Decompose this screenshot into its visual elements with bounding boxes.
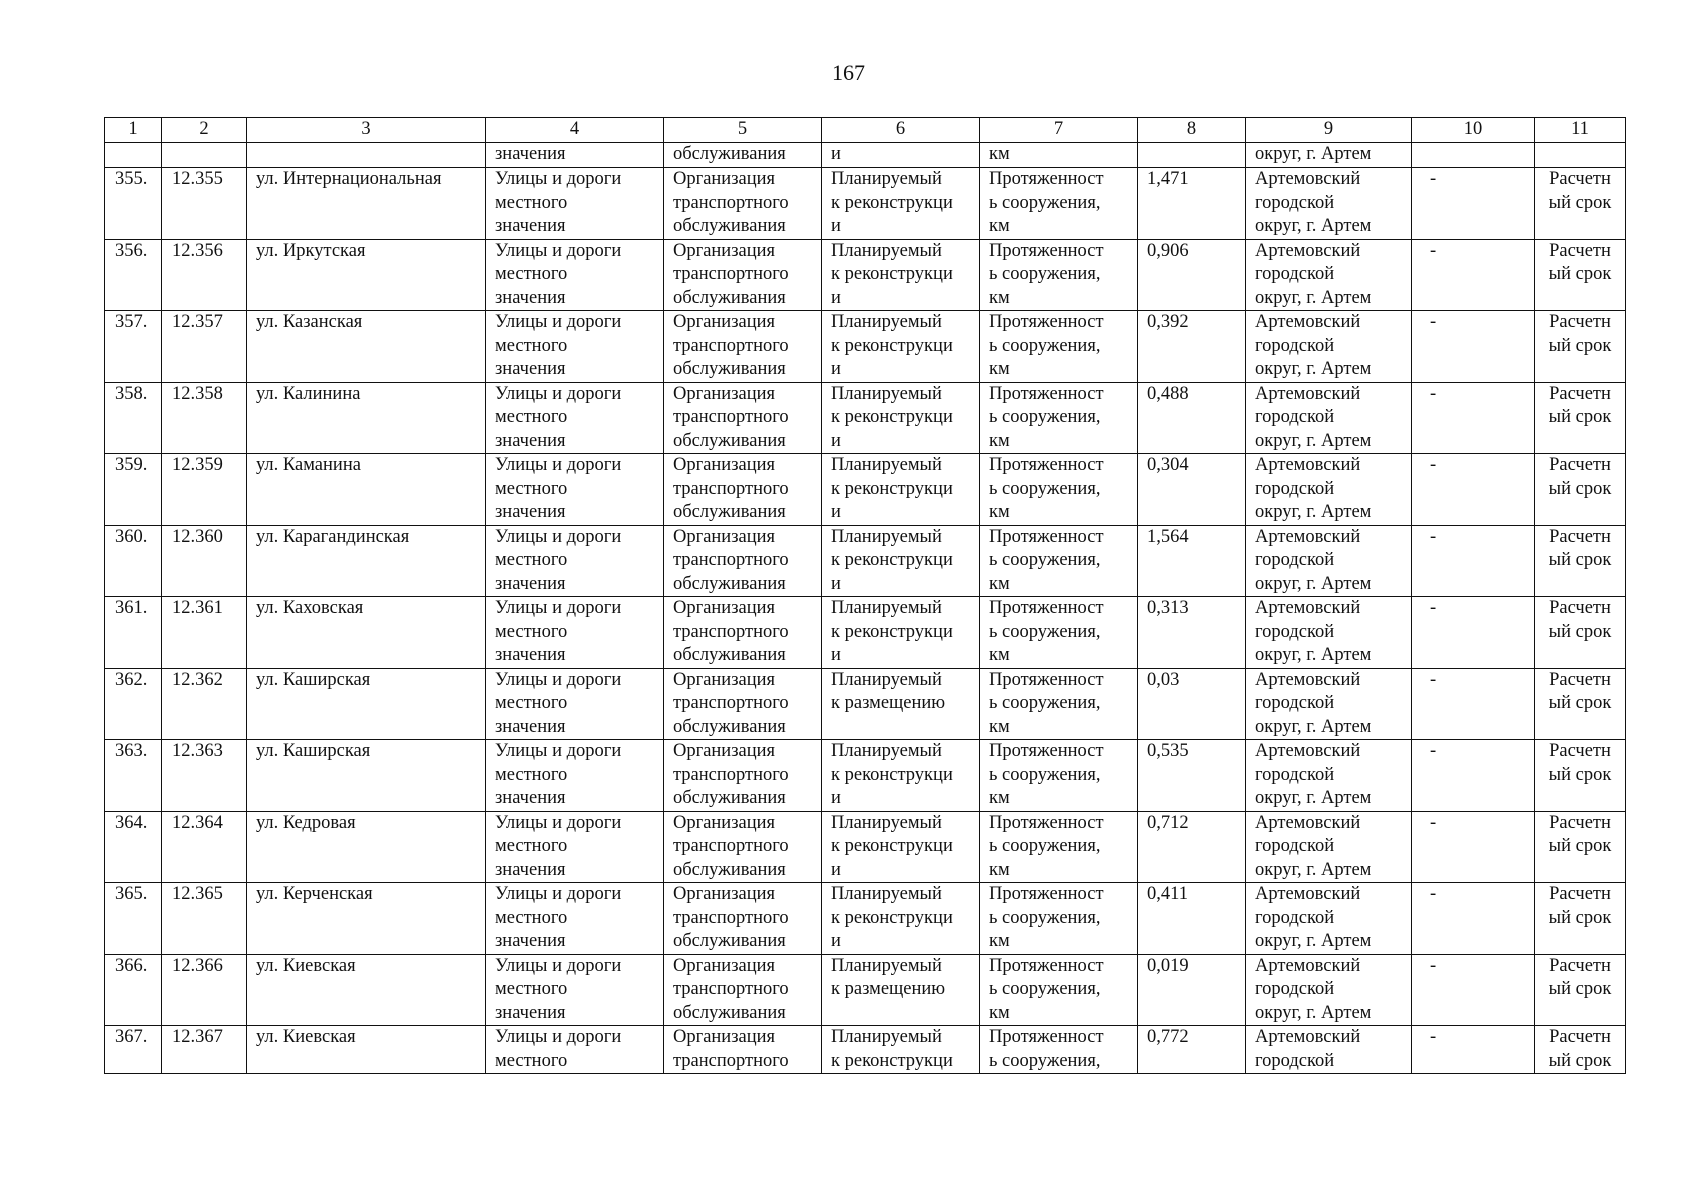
row-number-cell: 363. [105, 740, 162, 812]
row-number-cell: 366. [105, 954, 162, 1026]
purpose-cell: Организация транспортного обслуживания [664, 454, 822, 526]
code-cell: 12.359 [162, 454, 247, 526]
characteristic-cell: Протяженност ь сооружения, км [980, 811, 1138, 883]
term-cell: Расчетн ый срок [1535, 954, 1626, 1026]
location-cell: Артемовский городской округ, г. Артем [1246, 311, 1412, 383]
status-cell: Планируемый к размещению [822, 668, 980, 740]
table-row [105, 597, 1626, 669]
characteristic-cell: Протяженност ь сооружения, км [980, 883, 1138, 955]
zone-cell: - [1412, 525, 1535, 597]
zone-cell: - [1412, 1026, 1535, 1074]
street-name-cell: ул. Каманина [247, 454, 486, 526]
street-name-cell: ул. Каховская [247, 597, 486, 669]
location-cell: Артемовский городской округ, г. Артем [1246, 382, 1412, 454]
table-row [105, 311, 1626, 383]
zone-cell: - [1412, 954, 1535, 1026]
object-type-cell: Улицы и дороги местного значения [486, 597, 664, 669]
street-name-cell: ул. Иркутская [247, 239, 486, 311]
characteristic-cell: Протяженност ь сооружения, км [980, 597, 1138, 669]
purpose-cell: Организация транспортного обслуживания [664, 311, 822, 383]
purpose-cell: Организация транспортного обслуживания [664, 525, 822, 597]
location-cell: Артемовский городской округ, г. Артем [1246, 668, 1412, 740]
table-cell: обслуживания [664, 143, 822, 168]
status-cell: Планируемый к реконструкци и [822, 525, 980, 597]
status-cell: Планируемый к реконструкци и [822, 311, 980, 383]
location-cell: Артемовский городской округ, г. Артем [1246, 525, 1412, 597]
zone-cell: - [1412, 811, 1535, 883]
characteristic-cell: Протяженност ь сооружения, км [980, 740, 1138, 812]
code-cell: 12.355 [162, 168, 247, 240]
column-header: 11 [1535, 118, 1626, 143]
code-cell: 12.356 [162, 239, 247, 311]
length-value-cell: 0,019 [1138, 954, 1246, 1026]
term-cell: Расчетн ый срок [1535, 168, 1626, 240]
purpose-cell: Организация транспортного [664, 1026, 822, 1074]
term-cell: Расчетн ый срок [1535, 454, 1626, 526]
code-cell: 12.362 [162, 668, 247, 740]
object-type-cell: Улицы и дороги местного значения [486, 954, 664, 1026]
column-header: 10 [1412, 118, 1535, 143]
column-number-row [105, 118, 1626, 143]
code-cell: 12.358 [162, 382, 247, 454]
continuation-row [105, 143, 1626, 168]
street-name-cell: ул. Кедровая [247, 811, 486, 883]
status-cell: Планируемый к реконструкци и [822, 382, 980, 454]
street-name-cell: ул. Киевская [247, 1026, 486, 1074]
row-number-cell: 362. [105, 668, 162, 740]
code-cell: 12.365 [162, 883, 247, 955]
purpose-cell: Организация транспортного обслуживания [664, 382, 822, 454]
location-cell: Артемовский городской округ, г. Артем [1246, 954, 1412, 1026]
term-cell: Расчетн ый срок [1535, 1026, 1626, 1074]
column-header: 7 [980, 118, 1138, 143]
length-value-cell: 0,906 [1138, 239, 1246, 311]
length-value-cell: 0,488 [1138, 382, 1246, 454]
column-header: 2 [162, 118, 247, 143]
characteristic-cell: Протяженност ь сооружения, км [980, 311, 1138, 383]
code-cell: 12.361 [162, 597, 247, 669]
status-cell: Планируемый к реконструкци и [822, 883, 980, 955]
characteristic-cell: Протяженност ь сооружения, км [980, 382, 1138, 454]
status-cell: Планируемый к реконструкци и [822, 454, 980, 526]
table-row [105, 668, 1626, 740]
page-number: 167 [832, 60, 865, 85]
length-value-cell: 0,411 [1138, 883, 1246, 955]
table-row [105, 954, 1626, 1026]
zone-cell: - [1412, 740, 1535, 812]
table-row [105, 454, 1626, 526]
registry-body [105, 143, 1626, 1074]
object-type-cell: Улицы и дороги местного [486, 1026, 664, 1074]
zone-cell: - [1412, 454, 1535, 526]
object-type-cell: Улицы и дороги местного значения [486, 668, 664, 740]
status-cell: Планируемый к реконструкци и [822, 740, 980, 812]
characteristic-cell: Протяженност ь сооружения, км [980, 525, 1138, 597]
object-type-cell: Улицы и дороги местного значения [486, 883, 664, 955]
zone-cell: - [1412, 883, 1535, 955]
status-cell: Планируемый к реконструкци и [822, 168, 980, 240]
table-row [105, 382, 1626, 454]
zone-cell: - [1412, 168, 1535, 240]
zone-cell: - [1412, 311, 1535, 383]
code-cell: 12.357 [162, 311, 247, 383]
row-number-cell: 360. [105, 525, 162, 597]
code-cell: 12.366 [162, 954, 247, 1026]
table-row [105, 525, 1626, 597]
object-type-cell: Улицы и дороги местного значения [486, 168, 664, 240]
table-cell: и [822, 143, 980, 168]
registry-table [104, 117, 1626, 1074]
term-cell: Расчетн ый срок [1535, 382, 1626, 454]
term-cell: Расчетн ый срок [1535, 525, 1626, 597]
column-header: 5 [664, 118, 822, 143]
zone-cell: - [1412, 668, 1535, 740]
location-cell: Артемовский городской округ, г. Артем [1246, 811, 1412, 883]
table-cell: значения [486, 143, 664, 168]
table-row [105, 811, 1626, 883]
length-value-cell: 0,03 [1138, 668, 1246, 740]
object-type-cell: Улицы и дороги местного значения [486, 382, 664, 454]
characteristic-cell: Протяженност ь сооружения, км [980, 168, 1138, 240]
location-cell: Артемовский городской округ, г. Артем [1246, 168, 1412, 240]
table-cell [1412, 143, 1535, 168]
table-cell [1138, 143, 1246, 168]
length-value-cell: 0,313 [1138, 597, 1246, 669]
object-type-cell: Улицы и дороги местного значения [486, 525, 664, 597]
object-type-cell: Улицы и дороги местного значения [486, 311, 664, 383]
length-value-cell: 0,392 [1138, 311, 1246, 383]
length-value-cell: 1,471 [1138, 168, 1246, 240]
location-cell: Артемовский городской округ, г. Артем [1246, 239, 1412, 311]
street-name-cell: ул. Каширская [247, 740, 486, 812]
column-header: 6 [822, 118, 980, 143]
zone-cell: - [1412, 239, 1535, 311]
characteristic-cell: Протяженност ь сооружения, [980, 1026, 1138, 1074]
characteristic-cell: Протяженност ь сооружения, км [980, 668, 1138, 740]
street-name-cell: ул. Карагандинская [247, 525, 486, 597]
zone-cell: - [1412, 597, 1535, 669]
table-row [105, 1026, 1626, 1074]
purpose-cell: Организация транспортного обслуживания [664, 168, 822, 240]
length-value-cell: 0,712 [1138, 811, 1246, 883]
code-cell: 12.367 [162, 1026, 247, 1074]
length-value-cell: 0,304 [1138, 454, 1246, 526]
term-cell: Расчетн ый срок [1535, 740, 1626, 812]
street-name-cell: ул. Каширская [247, 668, 486, 740]
table-row [105, 239, 1626, 311]
column-header: 8 [1138, 118, 1246, 143]
table-cell [105, 143, 162, 168]
object-type-cell: Улицы и дороги местного значения [486, 740, 664, 812]
table-row [105, 883, 1626, 955]
term-cell: Расчетн ый срок [1535, 597, 1626, 669]
term-cell: Расчетн ый срок [1535, 811, 1626, 883]
column-header: 3 [247, 118, 486, 143]
status-cell: Планируемый к реконструкци и [822, 597, 980, 669]
characteristic-cell: Протяженност ь сооружения, км [980, 454, 1138, 526]
column-header: 1 [105, 118, 162, 143]
object-type-cell: Улицы и дороги местного значения [486, 454, 664, 526]
characteristic-cell: Протяженност ь сооружения, км [980, 239, 1138, 311]
table-cell: км [980, 143, 1138, 168]
zone-cell: - [1412, 382, 1535, 454]
purpose-cell: Организация транспортного обслуживания [664, 954, 822, 1026]
row-number-cell: 365. [105, 883, 162, 955]
purpose-cell: Организация транспортного обслуживания [664, 740, 822, 812]
object-type-cell: Улицы и дороги местного значения [486, 811, 664, 883]
length-value-cell: 0,772 [1138, 1026, 1246, 1074]
status-cell: Планируемый к размещению [822, 954, 980, 1026]
term-cell: Расчетн ый срок [1535, 311, 1626, 383]
status-cell: Планируемый к реконструкци и [822, 239, 980, 311]
characteristic-cell: Протяженност ь сооружения, км [980, 954, 1138, 1026]
location-cell: Артемовский городской округ, г. Артем [1246, 883, 1412, 955]
street-name-cell: ул. Киевская [247, 954, 486, 1026]
status-cell: Планируемый к реконструкци и [822, 811, 980, 883]
row-number-cell: 359. [105, 454, 162, 526]
table-row [105, 168, 1626, 240]
table-row [105, 740, 1626, 812]
length-value-cell: 1,564 [1138, 525, 1246, 597]
street-name-cell: ул. Керченская [247, 883, 486, 955]
term-cell: Расчетн ый срок [1535, 239, 1626, 311]
term-cell: Расчетн ый срок [1535, 668, 1626, 740]
table-cell [247, 143, 486, 168]
location-cell: Артемовский городской округ, г. Артем [1246, 740, 1412, 812]
row-number-cell: 364. [105, 811, 162, 883]
table-cell [1535, 143, 1626, 168]
row-number-cell: 361. [105, 597, 162, 669]
code-cell: 12.360 [162, 525, 247, 597]
row-number-cell: 355. [105, 168, 162, 240]
column-header: 4 [486, 118, 664, 143]
purpose-cell: Организация транспортного обслуживания [664, 239, 822, 311]
purpose-cell: Организация транспортного обслуживания [664, 597, 822, 669]
code-cell: 12.364 [162, 811, 247, 883]
location-cell: Артемовский городской округ, г. Артем [1246, 597, 1412, 669]
purpose-cell: Организация транспортного обслуживания [664, 883, 822, 955]
table-cell [162, 143, 247, 168]
purpose-cell: Организация транспортного обслуживания [664, 668, 822, 740]
purpose-cell: Организация транспортного обслуживания [664, 811, 822, 883]
location-cell: Артемовский городской [1246, 1026, 1412, 1074]
street-name-cell: ул. Калинина [247, 382, 486, 454]
row-number-cell: 367. [105, 1026, 162, 1074]
street-name-cell: ул. Интернациональная [247, 168, 486, 240]
location-cell: Артемовский городской округ, г. Артем [1246, 454, 1412, 526]
street-name-cell: ул. Казанская [247, 311, 486, 383]
column-header: 9 [1246, 118, 1412, 143]
table-cell: округ, г. Артем [1246, 143, 1412, 168]
row-number-cell: 358. [105, 382, 162, 454]
object-type-cell: Улицы и дороги местного значения [486, 239, 664, 311]
length-value-cell: 0,535 [1138, 740, 1246, 812]
row-number-cell: 356. [105, 239, 162, 311]
term-cell: Расчетн ый срок [1535, 883, 1626, 955]
code-cell: 12.363 [162, 740, 247, 812]
row-number-cell: 357. [105, 311, 162, 383]
status-cell: Планируемый к реконструкци [822, 1026, 980, 1074]
